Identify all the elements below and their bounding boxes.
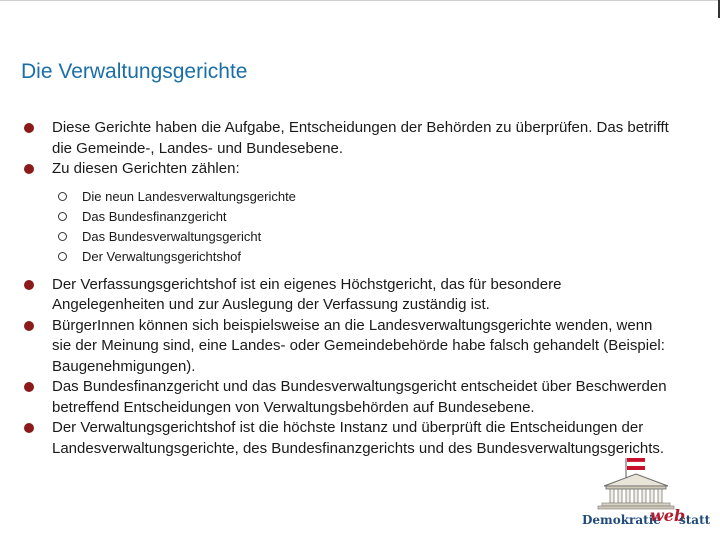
logo-wordmark: [580, 506, 712, 530]
bullet-text: Der Verfassungsgerichtshof ist ein eigenes Höchstgericht, das für besondere Angelegenheiten und zur Auslegung der Verfassung zuständig ist.: [52, 275, 562, 313]
bullet-dot-icon: [24, 321, 34, 331]
demokratiewebstatt-logo: [580, 452, 712, 534]
bullet-item: [24, 316, 674, 378]
sub-item: [58, 227, 674, 247]
parliament-building-icon: [580, 452, 712, 512]
sub-item-text: Der Verwaltungsgerichtshof: [82, 248, 241, 264]
sub-item-text: Das Bundesverwaltungsgericht: [82, 228, 262, 244]
bullet-dot-icon: [24, 423, 34, 433]
bullet-text: Der Verwaltungsgerichtshof ist die höchste Instanz und überprüft die Entscheidungen der Landesverwaltungsgerichte, des Bundesfinanzgerichts und des Bundesverwaltungsgerichts.: [52, 419, 665, 457]
bullet-dot-icon: [24, 382, 34, 392]
bullet-ring-icon: [58, 252, 67, 261]
bullet-text: BürgerInnen können sich beispielsweise an die Landesverwaltungsgerichte wenden, wenn sie der Meinung sind, eine Landes- oder Gemeindebehörde habe falsch gehandelt (Beispiel: Baugenehmigungen).: [52, 316, 665, 375]
logo-text-web: web: [650, 506, 686, 525]
bullet-ring-icon: [58, 212, 67, 221]
bullet-item: [24, 159, 674, 180]
bullet-dot-icon: [24, 123, 34, 133]
sub-item: [58, 207, 674, 227]
bullet-dot-icon: [24, 164, 34, 174]
sub-item-text: Das Bundesfinanzgericht: [82, 208, 227, 224]
bullet-text: Das Bundesfinanzgericht und das Bundesverwaltungsgericht entscheidet über Beschwerden betreffend Entscheidungen von Verwaltungsbehörden auf Bundesebene.: [52, 378, 667, 416]
bullet-text: Diese Gerichte haben die Aufgabe, Entscheidungen der Behörden zu überprüfen. Das betrifft die Gemeinde-, Landes- und Bundesebene.: [52, 119, 669, 157]
logo-text-statt: statt: [679, 513, 711, 527]
bullet-ring-icon: [58, 232, 67, 241]
bullet-dot-icon: [24, 280, 34, 290]
bullet-item: [24, 275, 674, 316]
top-divider: [0, 0, 720, 1]
bullet-item: [24, 418, 674, 459]
sub-list: [24, 187, 674, 267]
sub-item: [58, 247, 674, 267]
bullet-text: Zu diesen Gerichten zählen:: [52, 160, 240, 177]
sub-item: [58, 187, 674, 207]
logo-text-demokratie: Demokratie: [582, 513, 661, 527]
sub-item-text: Die neun Landesverwaltungsgerichte: [82, 188, 296, 204]
bullet-item: [24, 377, 674, 418]
slide-title: Die Verwaltungsgerichte: [21, 60, 248, 83]
slide-content: [24, 118, 674, 459]
bullet-item: [24, 118, 674, 159]
bullet-ring-icon: [58, 192, 67, 201]
